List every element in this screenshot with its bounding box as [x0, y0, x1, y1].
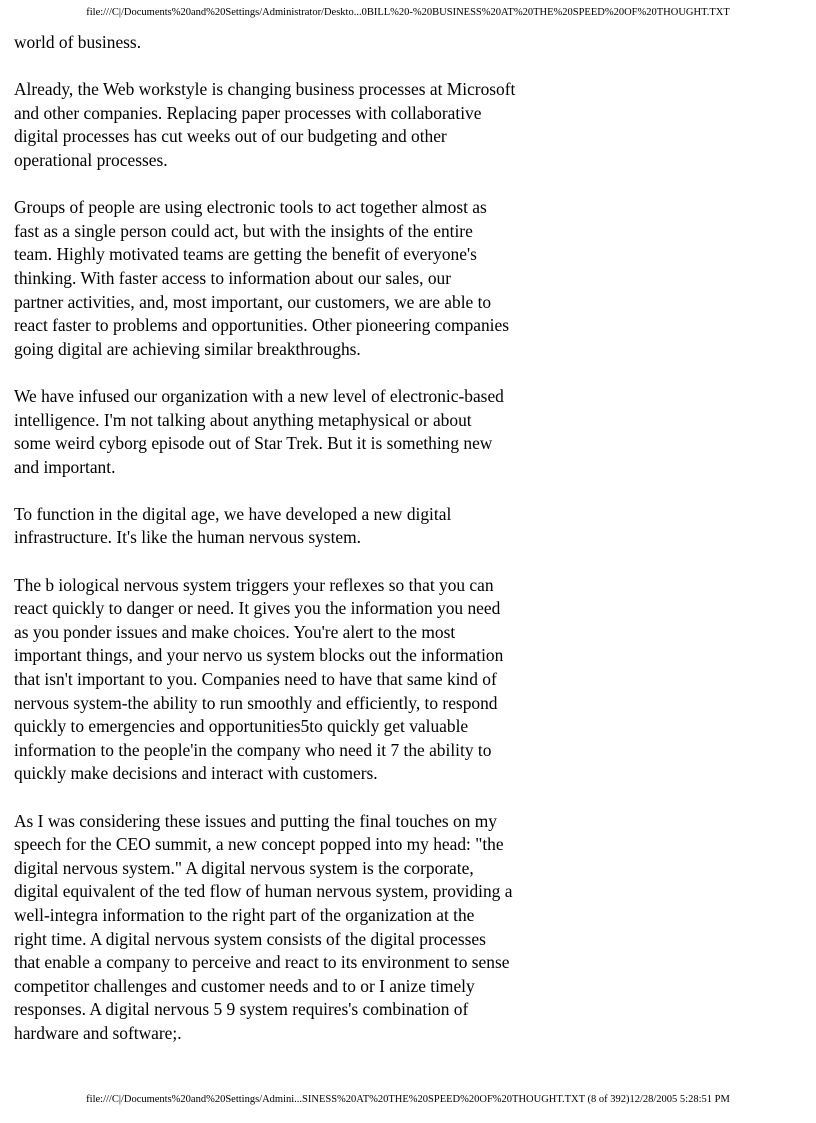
paragraph: As I was considering these issues and putting the final touches on my speech for the CEO summit, a new concept popped into my head: "the digital nervous system." A digital nervous system is the corporate, digital equivalent of the ted flow of human nervous system, providing a well-integra information to the right part of the organization at the right time. A digital nervous system consists of the digital processes that enable a company to perceive and react to its environment to sense competitor challenges and customer needs and to or I anize timely responses. A digital nervous 5 9 system requires's combination of hardware and software;.: [14, 810, 513, 1043]
paragraph: Groups of people are using electronic tools to act together almost as fast as a single person could act, but with the insights of the entire team. Highly motivated teams are getting the benefit of everyone's thinking. With faster access to information about our sales, our partner activities, and, most important, our customers, we are able to react faster to problems and opportunities. Other pioneering companies going digital are achieving similar breakthroughs.: [14, 197, 509, 359]
paragraph: world of business.: [14, 32, 142, 52]
paragraph: To function in the digital age, we have developed a new digital infrastructure. It's like the human nervous system.: [14, 503, 452, 548]
print-header-url: file:///C|/Documents%20and%20Settings/Administrator/Deskto...0BILL%20-%20BUSINESS%20AT%20THE%20SPEED%20OF%20THOUGHT.TXT: [86, 7, 730, 18]
paragraph: We have infused our organization with a new level of electronic-based intelligence. I'm not talking about anything metaphysical or about some weird cyborg episode out of Star Trek. But it is something new and important.: [14, 385, 504, 477]
paragraph: Already, the Web workstyle is changing business processes at Microsoft and other companies. Replacing paper processes with collaborative digital processes has cut weeks out of our budgeting and other operational processes.: [14, 79, 516, 170]
print-footer: file:///C|/Documents%20and%20Settings/Admini...SINESS%20AT%20THE%20SPEED%20OF%20THOUGHT.TXT (8 of 392)12/28/2005 5:28:51 PM: [86, 1094, 730, 1105]
paragraph: The b iological nervous system triggers your reflexes so that you can react quickly to danger or need. It gives you the information you need as you ponder issues and make choices. You're alert to the most important things, and your nervo us system blocks out the information that isn't important to you. Companies need to have that same kind of nervous system-the ability to run smoothly and efficiently, to respond quickly to emergencies and opportunities5to quickly get valuable information to the people'in the company who need it 7 the ability to quickly make decisions and interact with customers.: [14, 574, 504, 784]
document-body: [14, 31, 574, 1069]
